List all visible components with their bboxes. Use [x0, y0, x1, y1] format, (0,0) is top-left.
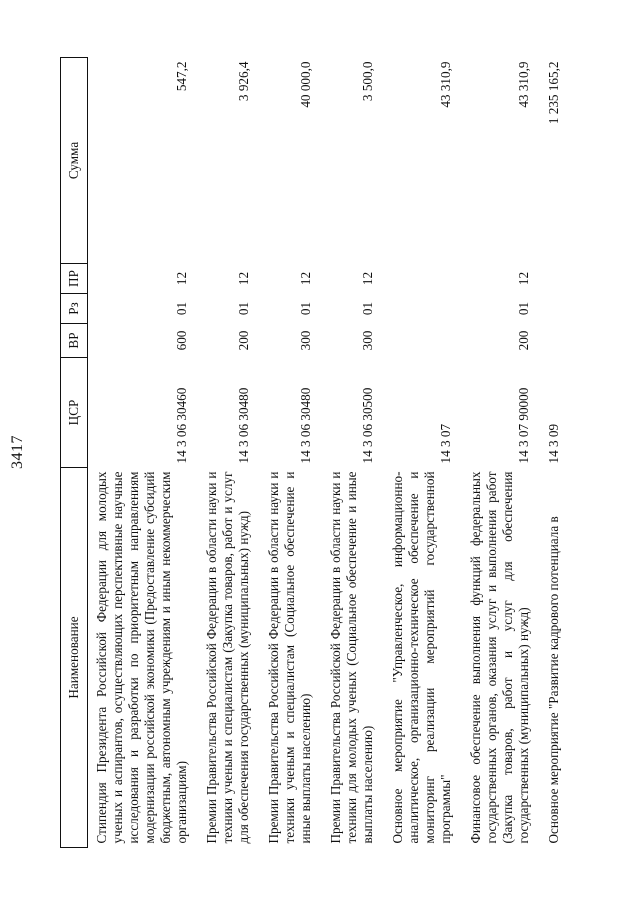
row-rz: 01	[174, 301, 189, 316]
header-pr: ПР	[61, 264, 88, 294]
row-csr: 14 3 07	[438, 423, 453, 464]
header-vr: ВР	[61, 324, 88, 358]
row-csr: 14 3 09	[546, 423, 561, 464]
row-csr: 14 3 06 30480	[298, 387, 313, 464]
header-csr: ЦСР	[61, 358, 88, 468]
row-rz: 01	[360, 301, 375, 316]
row-pr: 12	[174, 271, 189, 286]
row-rz: 01	[516, 301, 531, 316]
row-rz	[384, 294, 462, 324]
page-number: 3417	[9, 435, 26, 469]
row-pr: 12	[516, 271, 531, 286]
row-csr: 14 3 06 30460	[174, 387, 189, 464]
row-sum: 547,2	[174, 61, 189, 92]
row-csr: 14 3 06 30480	[236, 387, 251, 464]
row-rz: 01	[236, 301, 251, 316]
row-name: Основное мероприятие "Управленческое, информационно-аналитическое, организационно-техническое обеспечение и мониторинг реализации мероприятий государственной программы"	[390, 471, 453, 844]
header-name: Наименование	[61, 468, 88, 848]
row-vr	[384, 324, 462, 358]
row-vr: 600	[174, 330, 189, 351]
row-sum: 43 310,9	[438, 61, 453, 108]
row-pr	[384, 264, 462, 294]
header-rz: Рз	[61, 294, 88, 324]
row-vr: 300	[298, 330, 313, 351]
row-csr: 14 3 07 90000	[516, 387, 531, 464]
row-sum: 3 926,4	[236, 61, 251, 102]
row-rz	[540, 294, 570, 324]
table-row	[88, 58, 199, 848]
row-name: Премии Правительства Российской Федерации в области науки и техники для молодых ученых (Социальное обеспечение и иные выплаты населению)	[328, 471, 375, 844]
row-pr: 12	[236, 271, 251, 286]
table-row	[462, 58, 540, 848]
row-name: Премии Правительства Российской Федерации в области науки и техники ученым и специалистам (Социальное обеспечение и иные выплаты населению)	[266, 471, 313, 844]
row-vr: 200	[516, 330, 531, 351]
budget-table	[60, 57, 570, 848]
row-rz: 01	[298, 301, 313, 316]
row-pr: 12	[360, 271, 375, 286]
row-vr: 200	[236, 330, 251, 351]
rotated-table-container	[60, 58, 600, 848]
row-vr	[540, 324, 570, 358]
row-vr: 300	[360, 330, 375, 351]
table-row	[322, 58, 384, 848]
row-name: Премии Правительства Российской Федерации в области науки и техники ученым и специалистам (Закупка товаров, работ и услуг для обеспечения государственных (муниципальных) нужд)	[204, 471, 251, 844]
row-name: Основное мероприятие "Развитие кадрового потенциала в	[546, 516, 561, 844]
row-pr	[540, 264, 570, 294]
row-csr: 14 3 06 30500	[360, 387, 375, 464]
table-row	[540, 58, 570, 848]
row-name: Финансовое обеспечение выполнения функций федеральных государственных органов, оказания услуг и выполнения работ (Закупка товаров, работ и услуг для обеспечения государственных (муниципальных) нужд)	[468, 471, 531, 844]
table-row	[198, 58, 260, 848]
row-sum: 3 500,0	[360, 61, 375, 102]
table-header-row	[61, 58, 88, 848]
table-row	[384, 58, 462, 848]
row-sum: 43 310,9	[516, 61, 531, 108]
row-pr: 12	[298, 271, 313, 286]
row-sum: 40 000,0	[298, 61, 313, 108]
rotated-page-frame	[60, 58, 600, 848]
header-sum: Сумма	[61, 58, 88, 264]
table-row	[260, 58, 322, 848]
row-sum: 1 235 165,2	[546, 61, 561, 125]
row-name: Стипендия Президента Российской Федерации для молодых ученых и аспирантов, осуществляющих перспективные научные исследования и разработки по приоритетным направлениям модернизации российской экономики (Предоставление субсидий бюджетным, автономным учреждениям и иным некоммерческим организациям)	[94, 471, 189, 844]
